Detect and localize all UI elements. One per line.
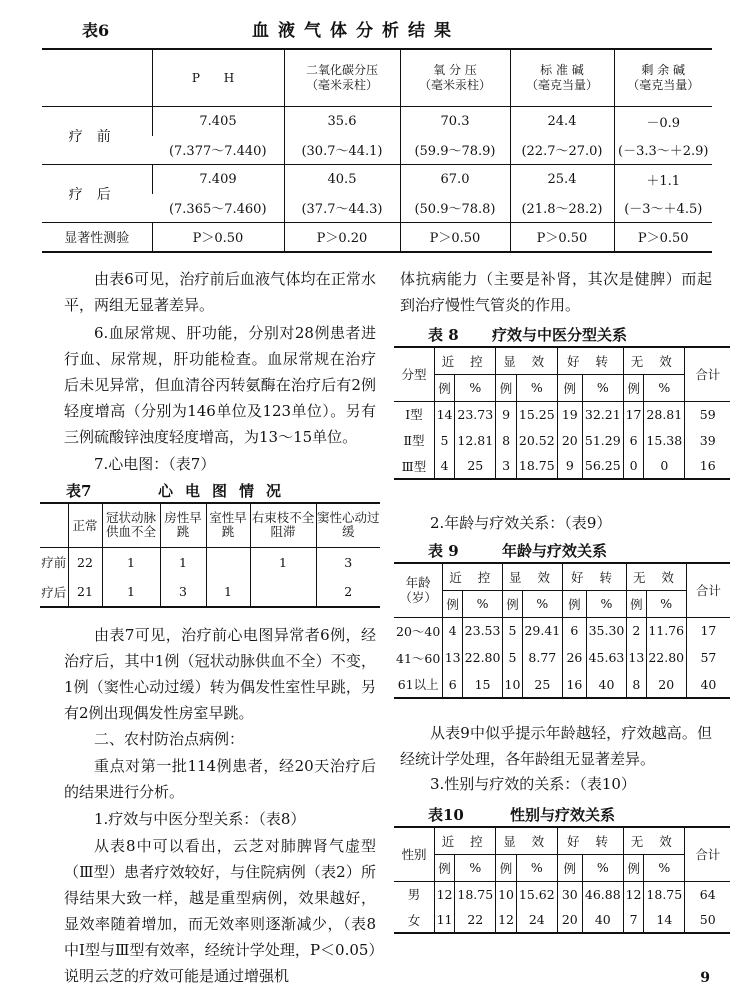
table8-subheader: % xyxy=(455,374,496,401)
table7-header: 右束枝不全阻滞 xyxy=(250,503,316,547)
paragraph: 从表8中可以看出，云芝对肺脾肾气虚型（Ⅲ型）患者疗效较好，与住院病例（表2）所得结果大致一样，越是重型病例，效果越好，显效率随着增加，而无效率则逐渐减少，（表8中Ⅰ型与Ⅲ型有效率，经统计学处理，P＜0.05）说明云芝的疗效可能是通过增强机 xyxy=(64,837,376,985)
table8 xyxy=(394,346,730,480)
table10-group-header: 好 转 xyxy=(557,827,623,854)
table6-cell: 25.4 xyxy=(510,165,614,194)
table10-row-header: 性别 xyxy=(394,827,434,881)
table6-header-sb-unit: （毫克当量） xyxy=(525,78,598,92)
paragraph: 从表9中似乎提示年龄越轻，疗效越高。但经统计学处理，各年龄组无显著差异。 xyxy=(400,724,712,768)
table9-subheader: 例 xyxy=(562,590,586,617)
table9-row-label: 41～60 xyxy=(396,650,441,666)
table7-header: 窦性心动过缓 xyxy=(316,503,380,547)
table8-cell: 23.73 xyxy=(455,401,496,427)
table9-row-header-line: 年龄 xyxy=(405,575,431,591)
table9-cell: 25 xyxy=(522,671,562,698)
table6-row-label: 显著性测验 xyxy=(42,223,152,252)
table8-group-header: 近 控 xyxy=(434,347,496,374)
table9-subheader: 例 xyxy=(443,590,463,617)
table6-header-co2-label: 二氧化碳分压 xyxy=(305,63,378,77)
table10-cell: 12 xyxy=(496,907,516,933)
table8-cell: 15.25 xyxy=(516,401,557,427)
table7-cell: 1 xyxy=(102,547,160,577)
table10-row-label: 男 xyxy=(407,887,421,903)
table7-cell: 1 xyxy=(102,577,160,607)
table8-subheader: 例 xyxy=(496,374,516,401)
table9-group-header: 近 控 xyxy=(443,563,503,590)
table9-title: 年龄与疗效关系 xyxy=(502,542,608,560)
paragraph: 6.血尿常规、肝功能，分别对28例患者进行血、尿常规，肝功能检查。血尿常规在治疗后未见异常，但血清谷丙转氨酶在治疗后有2例轻度增高（分别为146单位及123单位）。另有三例硫酸锌浊度轻度增高，为13～15单位。 xyxy=(64,324,376,446)
table10-group-header: 无 效 xyxy=(623,827,685,854)
table8-cell: 0 xyxy=(644,453,685,479)
table7-row xyxy=(40,547,380,577)
table9-subheader-row xyxy=(394,590,730,617)
table9-total-header: 合计 xyxy=(686,563,730,617)
table10-cell: 11 xyxy=(434,907,454,933)
table10-cell: 64 xyxy=(685,881,730,907)
table9-cell: 45.63 xyxy=(586,644,626,671)
table8-cell: 12.81 xyxy=(455,427,496,453)
table9-cell: 4 xyxy=(443,617,463,644)
table7-row-label: 疗前 xyxy=(41,555,67,571)
table6-row-after-values xyxy=(42,165,712,194)
table7-cell: 1 xyxy=(250,547,316,577)
table9-cell: 16 xyxy=(562,671,586,698)
table10-cell: 14 xyxy=(644,907,685,933)
table10-cell: 50 xyxy=(685,907,730,933)
table9-group-header: 无 效 xyxy=(627,563,687,590)
table9-cell: 8.77 xyxy=(522,644,562,671)
table8-cell: 51.29 xyxy=(582,427,623,453)
table8-cell: 16 xyxy=(685,453,730,479)
table10-total-header: 合计 xyxy=(685,827,730,881)
table8-total-header: 合计 xyxy=(685,347,730,401)
table10-subheader: % xyxy=(582,854,623,881)
table10-cell: 30 xyxy=(557,881,582,907)
table9-row-label: 20～40 xyxy=(396,623,441,639)
table9-cell: 22.80 xyxy=(646,644,686,671)
table6-cell: P＞0.50 xyxy=(510,223,614,252)
table6-title: 血液气体分析结果 xyxy=(252,21,460,41)
table9-cell: 5 xyxy=(503,644,523,671)
table10-group-header: 近 控 xyxy=(434,827,496,854)
table9-cell: 20 xyxy=(646,671,686,698)
table8-row-header: 分型 xyxy=(394,347,434,401)
table10-subheader: 例 xyxy=(496,854,516,881)
table6-cell: (－3.3～＋2.9) xyxy=(614,136,712,165)
table6-number: 表6 xyxy=(82,21,110,40)
table6-cell: 40.5 xyxy=(284,165,400,194)
table6-cell: (－3～＋4.5) xyxy=(614,194,712,223)
table6-row-before-values xyxy=(42,107,712,136)
table9-number: 表 9 xyxy=(428,542,459,560)
table9-subheader: 例 xyxy=(627,590,647,617)
table6-cell: ＋1.1 xyxy=(614,165,712,194)
table7-header: 房性早跳 xyxy=(160,503,206,547)
table9-cell: 22.80 xyxy=(463,644,503,671)
table10-cell: 15.62 xyxy=(516,881,557,907)
table9-row-header-line: （岁） xyxy=(399,590,437,606)
table6-header-row xyxy=(42,49,712,107)
section-heading: 二、农村防治点病例： xyxy=(94,730,245,748)
table8-title: 疗效与中医分型关系 xyxy=(492,326,628,344)
table8-row xyxy=(394,401,730,427)
table10-number: 表10 xyxy=(428,806,464,824)
table6-cell: 7.409 xyxy=(152,165,284,194)
table9-cell: 15 xyxy=(463,671,503,698)
table7-cell xyxy=(206,547,250,577)
table6-caption xyxy=(82,14,702,42)
table10-cell: 40 xyxy=(582,907,623,933)
table9-cell: 13 xyxy=(443,644,463,671)
table10-header-row xyxy=(394,827,730,854)
table6-cell: P＞0.50 xyxy=(400,223,510,252)
table6-cell: －0.9 xyxy=(614,107,712,136)
table7-header-row xyxy=(40,503,380,547)
page-number: 9 xyxy=(700,970,710,986)
table9-row-label: 61以上 xyxy=(397,677,439,692)
table8-caption xyxy=(428,322,728,344)
table10 xyxy=(394,826,730,934)
table8-subheader: 例 xyxy=(623,374,643,401)
paragraph: 2.年龄与疗效关系：（表9） xyxy=(430,514,612,532)
table10-row-label: 女 xyxy=(407,912,421,928)
table10-row xyxy=(394,907,730,933)
table8-cell: 4 xyxy=(434,453,454,479)
table8-subheader: % xyxy=(644,374,685,401)
table6-cell: 70.3 xyxy=(400,107,510,136)
paragraph: 由表6可见，治疗前后血液气体均在正常水平，两组无显著差异。 xyxy=(64,270,376,314)
table8-cell: 6 xyxy=(623,427,643,453)
table9-caption xyxy=(428,538,728,560)
table7-cell: 1 xyxy=(160,547,206,577)
table9-subheader: % xyxy=(463,590,503,617)
table8-row xyxy=(394,453,730,479)
table8-subheader: 例 xyxy=(557,374,582,401)
table6-header-be-label: 剩 余 碱 xyxy=(641,63,686,77)
table10-group-header: 显 效 xyxy=(496,827,558,854)
table6 xyxy=(42,48,712,253)
table7-cell: 2 xyxy=(316,577,380,607)
table6-header-sb-label: 标 准 碱 xyxy=(540,63,584,77)
table8-row-label: Ⅲ型 xyxy=(401,458,427,474)
table8-group-header: 无 效 xyxy=(623,347,685,374)
table6-cell: P＞0.50 xyxy=(614,223,712,252)
table8-cell: 32.21 xyxy=(582,401,623,427)
table10-subheader: % xyxy=(455,854,496,881)
table10-caption xyxy=(428,802,728,824)
table6-cell: (7.377～7.440) xyxy=(152,136,284,165)
table9-cell: 26 xyxy=(562,644,586,671)
table8-cell: 5 xyxy=(434,427,454,453)
table10-subheader: 例 xyxy=(557,854,582,881)
table9-row-header xyxy=(394,563,443,617)
table6-header-be-unit: （毫克当量） xyxy=(627,78,700,92)
table6-cell: (59.9～78.9) xyxy=(400,136,510,165)
table9-cell: 5 xyxy=(503,617,523,644)
table9 xyxy=(394,562,730,699)
table9-subheader: % xyxy=(586,590,626,617)
table10-subheader: 例 xyxy=(434,854,454,881)
table7-title: 心电图情况 xyxy=(158,482,294,500)
table10-row xyxy=(394,881,730,907)
table10-subheader: % xyxy=(516,854,557,881)
table8-cell: 9 xyxy=(557,453,582,479)
table8-number: 表 8 xyxy=(428,326,459,344)
table6-cell: (22.7～27.0) xyxy=(510,136,614,165)
table9-header-row xyxy=(394,563,730,590)
table8-cell: 18.75 xyxy=(516,453,557,479)
table10-cell: 12 xyxy=(434,881,454,907)
table9-cell: 57 xyxy=(686,644,730,671)
table8-cell: 25 xyxy=(455,453,496,479)
table8-cell: 8 xyxy=(496,427,516,453)
table6-cell: 35.6 xyxy=(284,107,400,136)
table10-cell: 7 xyxy=(623,907,643,933)
table8-cell: 3 xyxy=(496,453,516,479)
table8-row-label: Ⅰ型 xyxy=(405,407,423,423)
table9-cell: 40 xyxy=(686,671,730,698)
table9-subheader: % xyxy=(646,590,686,617)
paragraph: 体抗病能力（主要是补肾，其次是健脾）而起到治疗慢性气管炎的作用。 xyxy=(400,270,712,314)
table10-cell: 22 xyxy=(455,907,496,933)
table9-row xyxy=(394,671,730,698)
table9-cell: 40 xyxy=(586,671,626,698)
table9-cell: 29.41 xyxy=(522,617,562,644)
table6-row-significance xyxy=(42,223,712,252)
table6-cell: P＞0.20 xyxy=(284,223,400,252)
table9-row xyxy=(394,617,730,644)
table6-header-be xyxy=(614,49,712,107)
table9-cell: 2 xyxy=(627,617,647,644)
table6-header-sb xyxy=(510,49,614,107)
table8-group-header: 好 转 xyxy=(557,347,623,374)
table9-cell: 35.30 xyxy=(586,617,626,644)
table8-row xyxy=(394,427,730,453)
table6-header-co2-unit: （毫米汞柱） xyxy=(305,78,378,92)
table10-subheader-row xyxy=(394,854,730,881)
table10-cell: 12 xyxy=(623,881,643,907)
table9-subheader: % xyxy=(522,590,562,617)
table6-header-o2-unit: （毫米汞柱） xyxy=(418,78,491,92)
table6-corner xyxy=(42,49,152,107)
table6-cell: (7.365～7.460) xyxy=(152,194,284,223)
table8-cell: 17 xyxy=(623,401,643,427)
table6-header-co2 xyxy=(284,49,400,107)
table10-cell: 46.88 xyxy=(582,881,623,907)
table10-cell: 10 xyxy=(496,881,516,907)
table7-cell: 3 xyxy=(160,577,206,607)
table9-cell: 8 xyxy=(627,671,647,698)
table6-cell: (30.7～44.1) xyxy=(284,136,400,165)
table6-cell: (50.9～78.8) xyxy=(400,194,510,223)
table10-subheader: % xyxy=(644,854,685,881)
table8-subheader: 例 xyxy=(434,374,454,401)
table6-cell: 7.405 xyxy=(152,107,284,136)
table6-cell: 67.0 xyxy=(400,165,510,194)
table8-cell: 0 xyxy=(623,453,643,479)
table10-title: 性别与疗效关系 xyxy=(510,806,616,824)
table6-header-o2 xyxy=(400,49,510,107)
table10-cell: 24 xyxy=(516,907,557,933)
table7-cell xyxy=(250,577,316,607)
paragraph: 7.心电图：（表7） xyxy=(94,455,216,473)
table9-cell: 11.76 xyxy=(646,617,686,644)
table9-row xyxy=(394,644,730,671)
table8-subheader-row xyxy=(394,374,730,401)
table7-header: 正常 xyxy=(68,503,102,547)
table8-cell: 20.52 xyxy=(516,427,557,453)
table7-cell: 21 xyxy=(68,577,102,607)
paragraph: 1.疗效与中医分型关系：（表8） xyxy=(94,810,306,828)
table7 xyxy=(40,502,380,608)
table8-cell: 39 xyxy=(685,427,730,453)
table8-header-row xyxy=(394,347,730,374)
table9-cell: 17 xyxy=(686,617,730,644)
paragraph: 由表7可见，治疗前心电图异常者6例，经治疗后，其中1例（冠状动脉供血不全）不变，1例（窦性心动过缓）转为偶发性室性早跳，另有2例出现偶发性房室早跳。 xyxy=(64,626,376,722)
table6-header-ph: P H xyxy=(152,49,284,107)
table10-subheader: 例 xyxy=(623,854,643,881)
table8-group-header: 显 效 xyxy=(496,347,558,374)
table7-header: 室性早跳 xyxy=(206,503,250,547)
table6-cell: P＞0.50 xyxy=(152,223,284,252)
table6-header-o2-label: 氧 分 压 xyxy=(433,63,477,77)
table7-number: 表7 xyxy=(66,482,92,500)
table8-cell: 28.81 xyxy=(644,401,685,427)
table6-row-label: 疗后 xyxy=(42,165,152,223)
table9-group-header: 显 效 xyxy=(503,563,563,590)
table8-cell: 9 xyxy=(496,401,516,427)
table10-cell: 18.75 xyxy=(644,881,685,907)
table8-cell: 15.38 xyxy=(644,427,685,453)
table9-group-header: 好 转 xyxy=(562,563,626,590)
table7-caption xyxy=(66,478,386,500)
table8-subheader: % xyxy=(516,374,557,401)
table7-header: 冠状动脉供血不全 xyxy=(102,503,160,547)
table7-cell: 3 xyxy=(316,547,380,577)
table7-row-label: 疗后 xyxy=(41,584,67,600)
table9-subheader: 例 xyxy=(503,590,523,617)
table7-corner xyxy=(40,503,68,547)
table6-cell: (21.8～28.2) xyxy=(510,194,614,223)
table7-row xyxy=(40,577,380,607)
table8-cell: 56.25 xyxy=(582,453,623,479)
table10-cell: 18.75 xyxy=(455,881,496,907)
table9-cell: 10 xyxy=(503,671,523,698)
table10-cell: 20 xyxy=(557,907,582,933)
table9-cell: 6 xyxy=(562,617,586,644)
table8-cell: 20 xyxy=(557,427,582,453)
table9-cell: 13 xyxy=(627,644,647,671)
paragraph: 重点对第一批114例患者，经20天治疗后的结果进行分析。 xyxy=(64,757,376,801)
table8-cell: 59 xyxy=(685,401,730,427)
paragraph: 3.性别与疗效的关系：（表10） xyxy=(430,775,636,793)
table6-cell: (37.7～44.3) xyxy=(284,194,400,223)
table6-cell: 24.4 xyxy=(510,107,614,136)
table7-cell: 1 xyxy=(206,577,250,607)
table6-row-label: 疗前 xyxy=(42,107,152,165)
table9-cell: 6 xyxy=(443,671,463,698)
table8-subheader: % xyxy=(582,374,623,401)
table8-row-label: Ⅱ型 xyxy=(403,433,425,448)
table9-cell: 23.53 xyxy=(463,617,503,644)
table8-cell: 19 xyxy=(557,401,582,427)
table7-cell: 22 xyxy=(68,547,102,577)
table8-cell: 14 xyxy=(434,401,454,427)
